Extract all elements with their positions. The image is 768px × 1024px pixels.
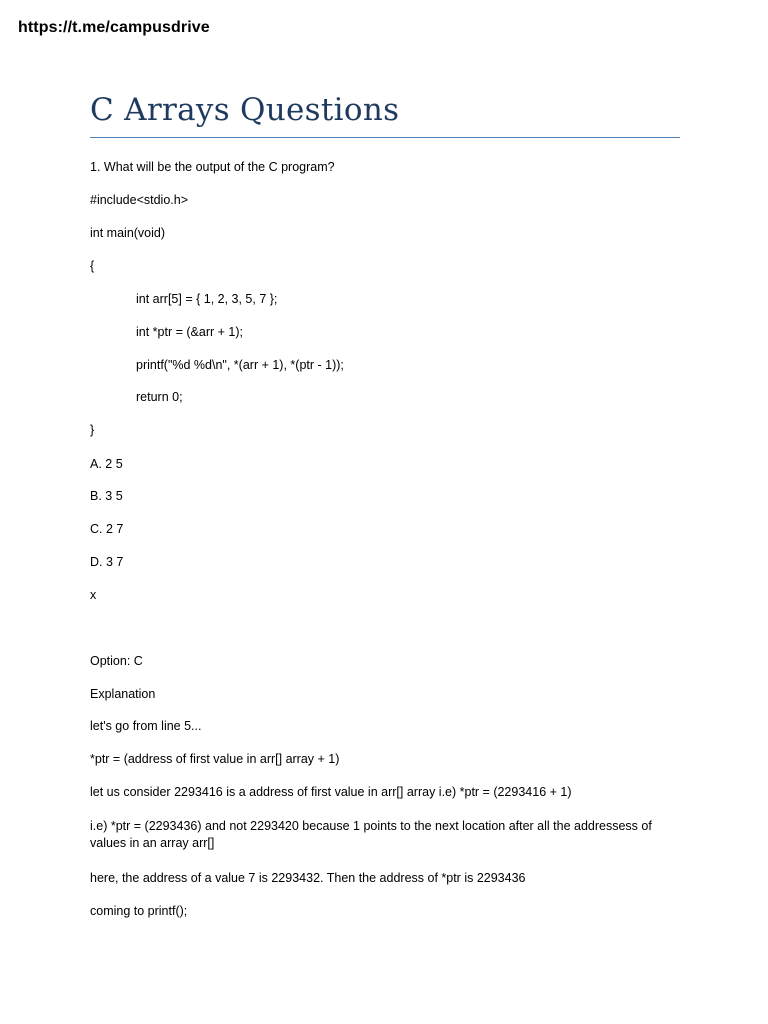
option-d: D. 3 7 bbox=[90, 555, 124, 569]
answer-text: Option: C bbox=[90, 654, 143, 668]
code-line: int arr[5] = { 1, 2, 3, 5, 7 }; bbox=[136, 292, 278, 306]
page-title: C Arrays Questions bbox=[90, 92, 400, 128]
option-b: B. 3 5 bbox=[90, 489, 123, 503]
question-text: 1. What will be the output of the C program? bbox=[90, 160, 335, 174]
code-line: { bbox=[90, 259, 95, 273]
explanation-line: here, the address of a value 7 is 2293432. Then the address of *ptr is 2293436 bbox=[90, 871, 526, 885]
explanation-line: i.e) *ptr = (2293436) and not 2293420 because 1 points to the next location after all the addressess of values in an array arr[] bbox=[90, 819, 652, 850]
explanation-line: let us consider 2293416 is a address of first value in arr[] array i.e) *ptr = (2293416 + 1) bbox=[90, 785, 572, 799]
title-underline bbox=[90, 137, 680, 138]
code-line: int *ptr = (&arr + 1); bbox=[136, 325, 243, 339]
code-line: } bbox=[90, 423, 95, 437]
explanation-line: *ptr = (address of first value in arr[] array + 1) bbox=[90, 752, 340, 766]
code-line: int main(void) bbox=[90, 226, 166, 240]
option-x: x bbox=[90, 588, 97, 602]
explanation-line: coming to printf(); bbox=[90, 904, 188, 918]
option-a: A. 2 5 bbox=[90, 457, 123, 471]
code-line: #include<stdio.h> bbox=[90, 193, 188, 207]
explanation-heading: Explanation bbox=[90, 687, 156, 701]
code-line: printf("%d %d\n", *(arr + 1), *(ptr - 1)); bbox=[136, 358, 344, 372]
explanation-line: let's go from line 5... bbox=[90, 719, 202, 733]
telegram-link[interactable]: https://t.me/campusdrive bbox=[18, 19, 210, 36]
option-c: C. 2 7 bbox=[90, 522, 124, 536]
code-line: return 0; bbox=[136, 390, 183, 404]
